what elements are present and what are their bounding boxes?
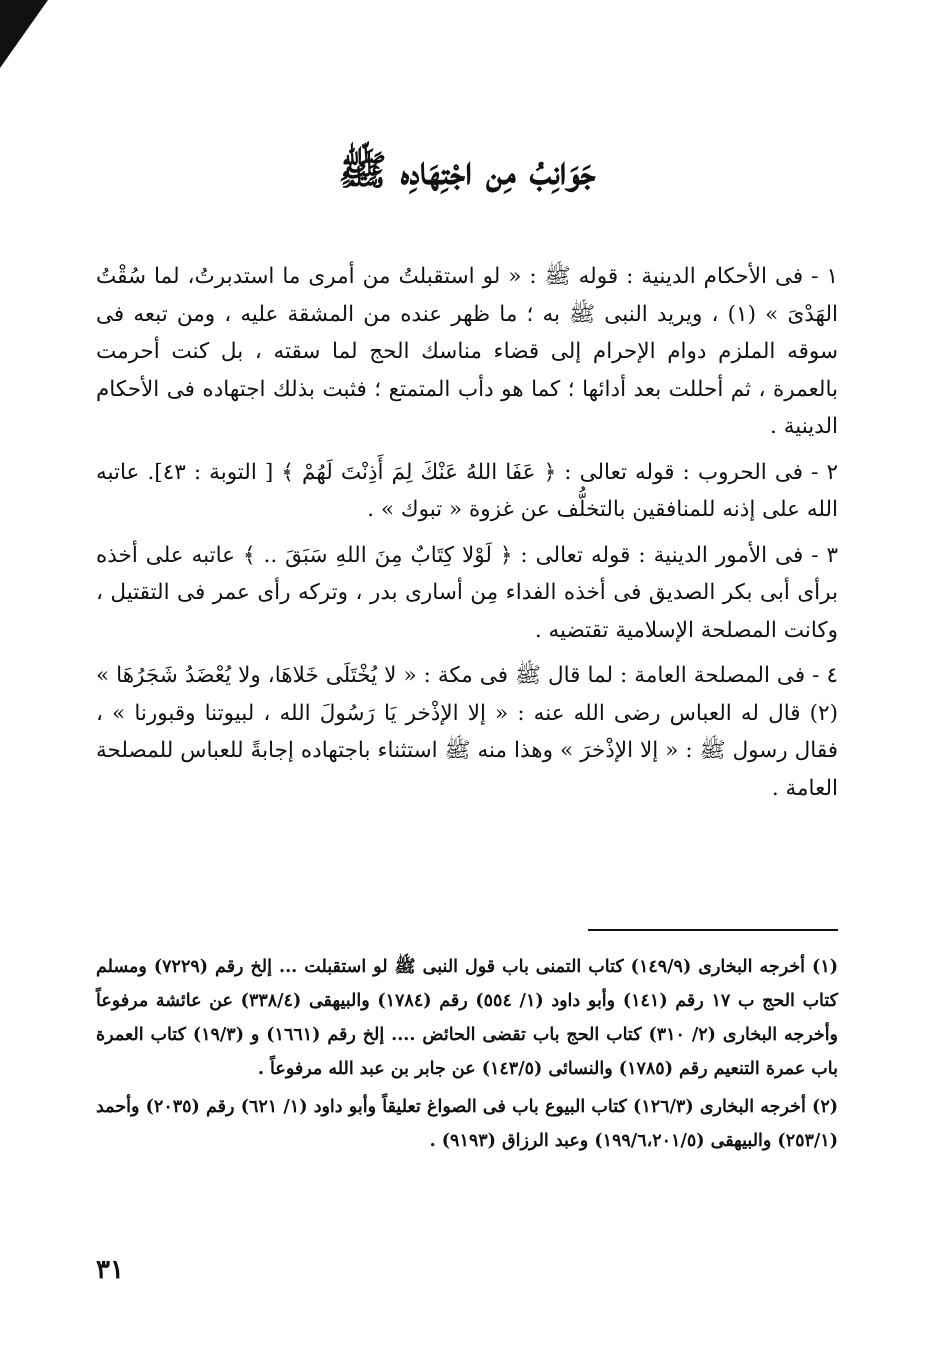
footnote-1: (١) أخرجه البخارى (١٤٩/٩) كتاب التمنى باب قول النبى ﷺ لو استقبلت ... إلخ رقم (٧٢٢٩) ومسلم كتاب الحج ب ١٧ رقم (١٤١) وأبو داود (١/ ٥٥٤) رقم (١٧٨٤) والبيهقى (٣٣٨/٤) عن عائشة مرفوعاً وأخرجه البخارى (٢/ ٣١٠) كتاب الحج باب تقضى الحائض .... إلخ رقم (١٦٦١) و (١٩/٣) كتاب العمرة باب عمرة التنعيم رقم (١٧٨٥) والنسائى (١٤٣/٥) عن جابر بن عبد الله مرفوعاً . xyxy=(96,957,839,1079)
footnote-divider xyxy=(588,929,838,931)
footnotes xyxy=(96,950,838,1162)
paragraph-wars: ٢ - فى الحروب : قوله تعالى : ﴿ عَفَا اللهُ عَنْكَ لِمَ أَذِنْتَ لَهُمْ ﴾ [ التوبة : ٤٣]. عاتبه الله على إذنه للمنافقين بالتخلُّف عن غزوة « تبوك » . xyxy=(96,459,839,522)
page-corner-mark xyxy=(0,0,48,68)
page-title: جَوَانِبُ مِن اجْتِهَادِه ﷺ xyxy=(338,147,596,194)
paragraph-religious-rulings: ١ - فى الأحكام الدينية : قوله ﷺ : « لو استقبلتُ من أمرى ما استدبرتُ، لما سُقْتُ الهَدْىَ » (١) ، ويريد النبى ﷺ به ؛ ما ظهر عنده من المشقة عليه ، ومن تبعه فى سوقه الملزم دوام الإحرام إلى قضاء مناسك الحج لما سقته ، بل كنت أحرمت بالعمرة ، ثم أحللت بعد أدائها ؛ كما هو دأب المتمتع ؛ فثبت بذلك اجتهاده فى الأحكام الدينية . xyxy=(96,264,838,439)
main-text xyxy=(96,258,838,815)
footnote-2: (٢) أخرجه البخارى (١٢٦/٣) كتاب البيوع باب فى الصواغ تعليقاً وأبو داود (١/ ٦٢١) رقم (٢٠٣٥) وأحمد (٢٥٣/١) والبيهقى (١٩٩/٦،٢٠١/٥) وعبد الرزاق (٩١٩٣) . xyxy=(96,1097,838,1151)
paragraph-religious-matters: ٣ - فى الأمور الدينية : قوله تعالى : ﴿ لَوْلا كِتَابٌ مِنَ اللهِ سَبَقَ .. ﴾ عاتبه على أخذه برأى أبى بكر الصديق فى أخذه الفداء مِن أسارى بدر ، وتركه رأى عمر فى التقتيل ، وكانت المصلحة الإسلامية تقتضيه . xyxy=(96,542,838,643)
paragraph-public-interest: ٤ - فى المصلحة العامة : لما قال ﷺ فى مكة : « لا يُخْتَلَى خَلاهَا، ولا يُعْضَدُ شَجَرُهَا » (٢) قال له العباس رضى الله عنه : « إلا الإذْخر يَا رَسُولَ الله ، لبيوتنا وقبورنا » ، فقال رسول ﷺ : « إلا الإذْخرَ » وهذا منه ﷺ استثناء باجتهاده إجابةً للعباس للمصلحة العامة . xyxy=(96,663,838,801)
page-number: ٣١ xyxy=(96,1255,124,1285)
